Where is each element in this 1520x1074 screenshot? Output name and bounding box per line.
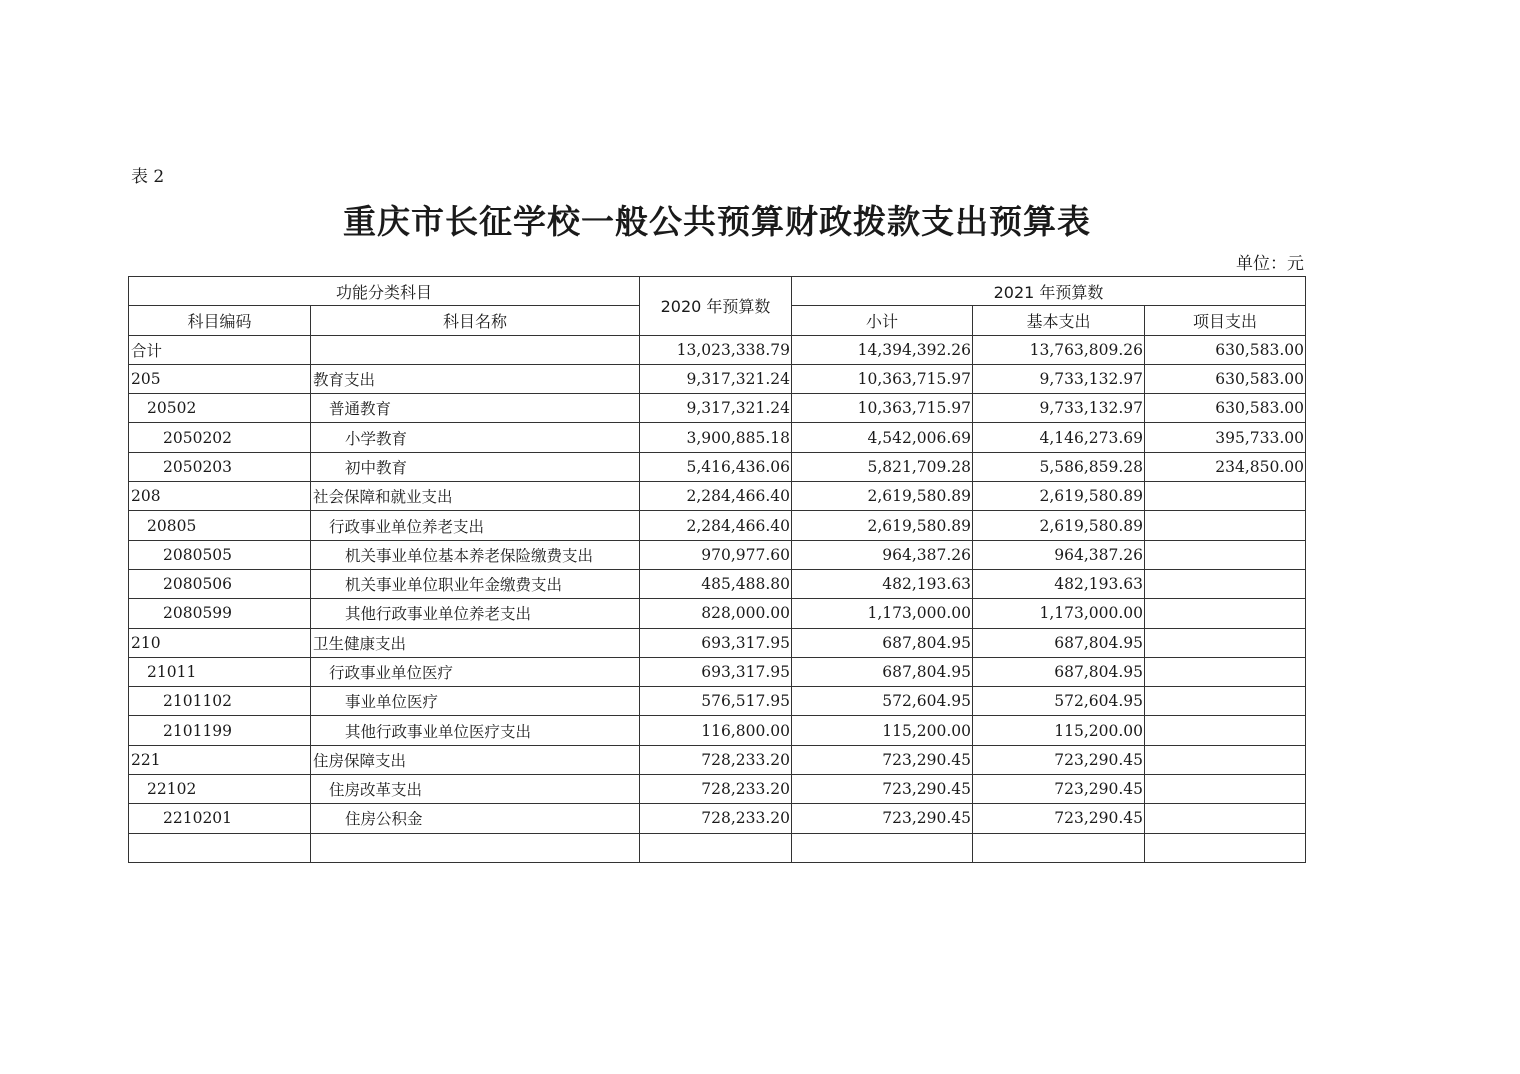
row-code: 2080506	[129, 569, 311, 598]
row-subtotal: 482,193.63	[792, 569, 973, 598]
row-basic: 9,733,132.97	[973, 364, 1145, 393]
row-subtotal: 10,363,715.97	[792, 394, 973, 423]
row-subtotal	[792, 833, 973, 862]
row-name: 住房公积金	[311, 804, 640, 833]
row-project	[1145, 628, 1306, 657]
table-body	[129, 335, 1306, 862]
row-budget-2020	[640, 833, 792, 862]
row-code: 2080505	[129, 540, 311, 569]
table-row	[129, 569, 1306, 598]
row-code: 2080599	[129, 599, 311, 628]
row-project	[1145, 569, 1306, 598]
table-header	[129, 277, 1306, 336]
row-basic: 723,290.45	[973, 804, 1145, 833]
row-name	[311, 335, 640, 364]
row-name: 事业单位医疗	[311, 687, 640, 716]
row-subtotal: 572,604.95	[792, 687, 973, 716]
row-budget-2020: 13,023,338.79	[640, 335, 792, 364]
row-code: 20805	[129, 511, 311, 540]
row-subtotal: 4,542,006.69	[792, 423, 973, 452]
row-project: 630,583.00	[1145, 335, 1306, 364]
row-budget-2020: 9,317,321.24	[640, 364, 792, 393]
row-budget-2020: 693,317.95	[640, 657, 792, 686]
table-row	[129, 804, 1306, 833]
table-row	[129, 511, 1306, 540]
row-project: 234,850.00	[1145, 452, 1306, 481]
row-name: 其他行政事业单位养老支出	[311, 599, 640, 628]
table-row	[129, 452, 1306, 481]
row-budget-2020: 728,233.20	[640, 804, 792, 833]
row-budget-2020: 728,233.20	[640, 745, 792, 774]
row-budget-2020: 3,900,885.18	[640, 423, 792, 452]
row-basic: 723,290.45	[973, 745, 1145, 774]
row-code	[129, 833, 311, 862]
table-label: 表 2	[131, 167, 165, 187]
row-project: 630,583.00	[1145, 394, 1306, 423]
row-project	[1145, 775, 1306, 804]
row-code: 2101199	[129, 716, 311, 745]
row-project	[1145, 804, 1306, 833]
row-code: 合计	[129, 335, 311, 364]
table-row	[129, 482, 1306, 511]
row-project	[1145, 599, 1306, 628]
table-row	[129, 394, 1306, 423]
row-subtotal: 10,363,715.97	[792, 364, 973, 393]
row-subtotal: 687,804.95	[792, 657, 973, 686]
row-basic: 115,200.00	[973, 716, 1145, 745]
row-budget-2020: 828,000.00	[640, 599, 792, 628]
row-name: 小学教育	[311, 423, 640, 452]
table-row	[129, 540, 1306, 569]
row-subtotal: 2,619,580.89	[792, 482, 973, 511]
table-row	[129, 335, 1306, 364]
row-code: 221	[129, 745, 311, 774]
row-subtotal: 14,394,392.26	[792, 335, 973, 364]
row-subtotal: 723,290.45	[792, 775, 973, 804]
table-row	[129, 745, 1306, 774]
row-basic	[973, 833, 1145, 862]
table-row	[129, 775, 1306, 804]
row-code: 208	[129, 482, 311, 511]
header-budget-2021: 2021 年预算数	[792, 277, 1306, 306]
table-row	[129, 599, 1306, 628]
row-basic: 482,193.63	[973, 569, 1145, 598]
row-basic: 572,604.95	[973, 687, 1145, 716]
row-name: 社会保障和就业支出	[311, 482, 640, 511]
row-project: 395,733.00	[1145, 423, 1306, 452]
header-subtotal: 小计	[792, 306, 973, 335]
row-subtotal: 2,619,580.89	[792, 511, 973, 540]
header-budget-2020: 2020 年预算数	[640, 277, 792, 336]
row-basic: 5,586,859.28	[973, 452, 1145, 481]
row-budget-2020: 970,977.60	[640, 540, 792, 569]
budget-table	[128, 276, 1306, 863]
table-row	[129, 687, 1306, 716]
row-name: 住房改革支出	[311, 775, 640, 804]
row-basic: 1,173,000.00	[973, 599, 1145, 628]
header-project: 项目支出	[1145, 306, 1306, 335]
row-name: 普通教育	[311, 394, 640, 423]
row-basic: 2,619,580.89	[973, 482, 1145, 511]
table-row	[129, 423, 1306, 452]
row-name: 卫生健康支出	[311, 628, 640, 657]
row-name: 机关事业单位职业年金缴费支出	[311, 569, 640, 598]
row-subtotal: 723,290.45	[792, 804, 973, 833]
row-name: 初中教育	[311, 452, 640, 481]
row-basic: 964,387.26	[973, 540, 1145, 569]
row-subtotal: 115,200.00	[792, 716, 973, 745]
row-budget-2020: 693,317.95	[640, 628, 792, 657]
row-subtotal: 723,290.45	[792, 745, 973, 774]
row-name: 行政事业单位养老支出	[311, 511, 640, 540]
row-budget-2020: 9,317,321.24	[640, 394, 792, 423]
row-budget-2020: 576,517.95	[640, 687, 792, 716]
row-code: 22102	[129, 775, 311, 804]
row-project	[1145, 657, 1306, 686]
row-basic: 4,146,273.69	[973, 423, 1145, 452]
row-budget-2020: 5,416,436.06	[640, 452, 792, 481]
table-row	[129, 364, 1306, 393]
row-budget-2020: 2,284,466.40	[640, 482, 792, 511]
row-budget-2020: 485,488.80	[640, 569, 792, 598]
row-subtotal: 5,821,709.28	[792, 452, 973, 481]
row-budget-2020: 728,233.20	[640, 775, 792, 804]
row-code: 205	[129, 364, 311, 393]
table-row	[129, 657, 1306, 686]
row-name: 机关事业单位基本养老保险缴费支出	[311, 540, 640, 569]
table-row	[129, 833, 1306, 862]
row-basic: 9,733,132.97	[973, 394, 1145, 423]
row-code: 2210201	[129, 804, 311, 833]
row-name: 行政事业单位医疗	[311, 657, 640, 686]
row-name: 教育支出	[311, 364, 640, 393]
row-project: 630,583.00	[1145, 364, 1306, 393]
row-subtotal: 687,804.95	[792, 628, 973, 657]
row-name: 其他行政事业单位医疗支出	[311, 716, 640, 745]
header-func-group: 功能分类科目	[129, 277, 640, 306]
row-basic: 2,619,580.89	[973, 511, 1145, 540]
row-code: 210	[129, 628, 311, 657]
row-basic: 687,804.95	[973, 657, 1145, 686]
row-name	[311, 833, 640, 862]
header-name: 科目名称	[311, 306, 640, 335]
row-subtotal: 1,173,000.00	[792, 599, 973, 628]
row-project	[1145, 716, 1306, 745]
unit-label: 单位：元	[1236, 254, 1304, 274]
row-budget-2020: 2,284,466.40	[640, 511, 792, 540]
page-title: 重庆市长征学校一般公共预算财政拨款支出预算表	[343, 202, 1091, 241]
row-code: 2101102	[129, 687, 311, 716]
row-basic: 13,763,809.26	[973, 335, 1145, 364]
row-subtotal: 964,387.26	[792, 540, 973, 569]
table-row	[129, 716, 1306, 745]
table-row	[129, 628, 1306, 657]
row-basic: 723,290.45	[973, 775, 1145, 804]
row-project	[1145, 482, 1306, 511]
row-project	[1145, 745, 1306, 774]
row-budget-2020: 116,800.00	[640, 716, 792, 745]
row-code: 2050202	[129, 423, 311, 452]
row-code: 21011	[129, 657, 311, 686]
row-project	[1145, 833, 1306, 862]
row-basic: 687,804.95	[973, 628, 1145, 657]
row-name: 住房保障支出	[311, 745, 640, 774]
row-project	[1145, 687, 1306, 716]
header-code: 科目编码	[129, 306, 311, 335]
header-basic: 基本支出	[973, 306, 1145, 335]
row-code: 2050203	[129, 452, 311, 481]
row-project	[1145, 511, 1306, 540]
row-code: 20502	[129, 394, 311, 423]
row-project	[1145, 540, 1306, 569]
